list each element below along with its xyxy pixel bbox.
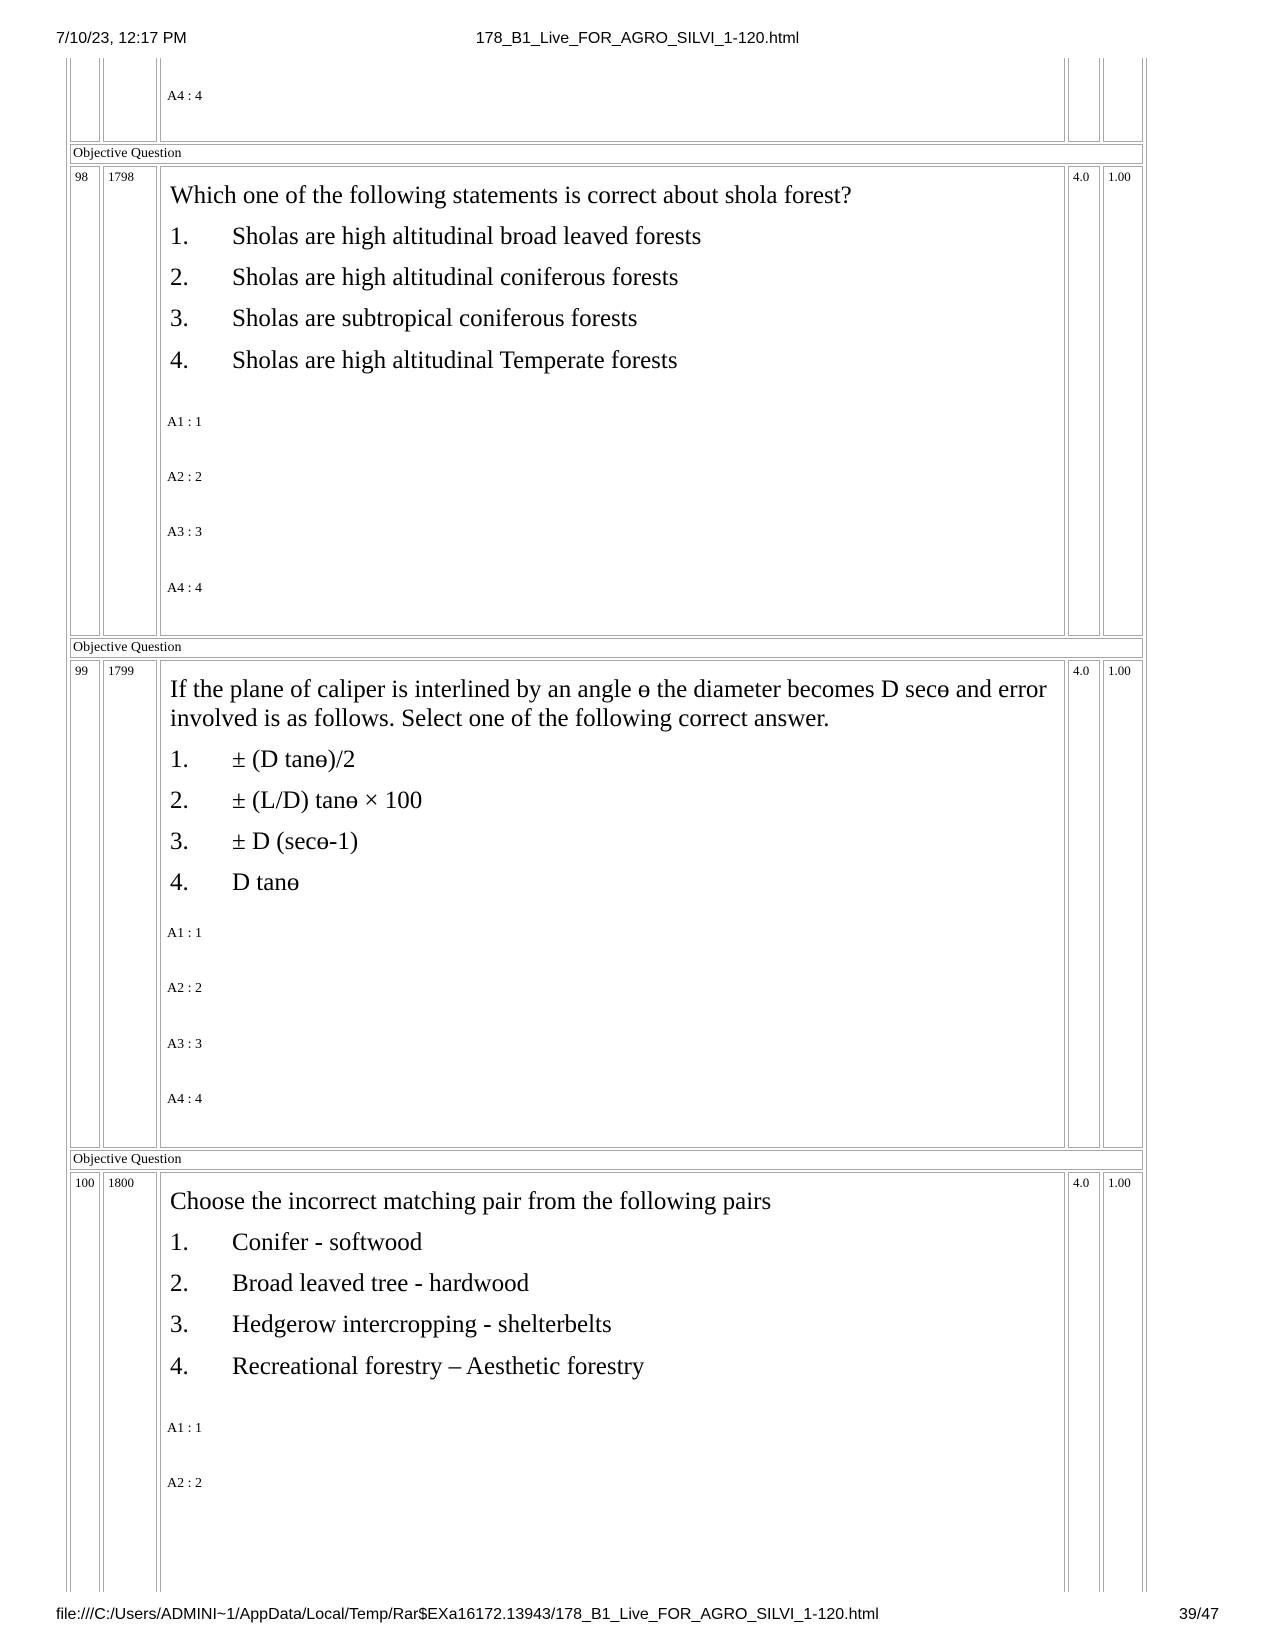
content-cell — [160, 1172, 1065, 1592]
question-98 — [70, 144, 1204, 638]
negative-cell: 1.00 — [1103, 166, 1143, 636]
option-number: 2. — [170, 264, 189, 291]
content-cell — [160, 58, 1065, 142]
outer-border-left — [66, 58, 67, 1592]
qid-cell: 1799 — [103, 660, 157, 1148]
print-datetime: 7/10/23, 12:17 PM — [56, 30, 187, 47]
option-text: Sholas are high altitudinal broad leaved forests — [232, 223, 702, 250]
question-text: Choose the incorrect matching pair from the following pairs — [170, 1188, 772, 1215]
option-number: 1. — [170, 746, 189, 773]
question-type-label: Objective Question — [70, 144, 1143, 164]
option-number: 2. — [170, 787, 189, 814]
option-text: Hedgerow intercropping - shelterbelts — [232, 1311, 612, 1338]
option-4 — [170, 1352, 644, 1381]
sno-cell: 99 — [70, 660, 100, 1148]
option-text: Sholas are high altitudinal coniferous forests — [232, 264, 679, 291]
content-cell — [160, 166, 1065, 636]
answer-label: A3 : 3 — [167, 1037, 202, 1052]
option-4 — [170, 868, 299, 897]
option-4 — [170, 346, 678, 375]
option-number: 4. — [170, 1353, 189, 1380]
outer-border-right — [1146, 58, 1147, 1592]
question-type-label: Objective Question — [70, 1150, 1143, 1170]
option-text: ± (D tanɵ)/2 — [232, 746, 356, 773]
option-2 — [170, 263, 678, 292]
option-number: 2. — [170, 1270, 189, 1297]
option-text: Broad leaved tree - hardwood — [232, 1270, 530, 1297]
marks-cell: 4.0 — [1068, 1172, 1100, 1592]
print-page-number: 39/47 — [1178, 1606, 1219, 1623]
option-number: 3. — [170, 1311, 189, 1338]
option-3 — [170, 304, 637, 333]
answer-label: A1 : 1 — [167, 415, 202, 430]
option-text: Sholas are high altitudinal Temperate forests — [232, 347, 678, 374]
sno-cell: 100 — [70, 1172, 100, 1592]
print-title: 178_B1_Live_FOR_AGRO_SILVI_1-120.html — [475, 30, 800, 47]
option-number: 1. — [170, 1229, 189, 1256]
option-number: 3. — [170, 828, 189, 855]
question-text: If the plane of caliper is interlined by an angle ɵ the diameter becomes D secɵ and error involved is as follows. Select one of the following correct answer. — [170, 676, 1047, 732]
sno-cell: 98 — [70, 166, 100, 636]
negative-cell: 1.00 — [1103, 660, 1143, 1148]
previous-question-tail — [70, 58, 1204, 142]
answer-label: A2 : 2 — [167, 981, 202, 996]
answer-label: A4 : 4 — [167, 581, 202, 596]
option-text: D tanɵ — [232, 869, 300, 896]
answer-label: A1 : 1 — [167, 926, 202, 941]
qid-cell: 1800 — [103, 1172, 157, 1592]
option-1 — [170, 745, 355, 774]
option-text: Sholas are subtropical coniferous forests — [232, 305, 638, 332]
option-text: Recreational forestry – Aesthetic forestry — [232, 1353, 645, 1380]
option-text: ± (L/D) tanɵ × 100 — [232, 787, 423, 814]
answer-label: A4 : 4 — [167, 89, 202, 104]
content-cell — [160, 660, 1065, 1148]
marks-cell: 4.0 — [1068, 660, 1100, 1148]
answer-label: A4 : 4 — [167, 1092, 202, 1107]
option-3 — [170, 827, 358, 856]
marks-cell — [1068, 58, 1100, 142]
option-2 — [170, 786, 422, 815]
qid-cell — [103, 58, 157, 142]
qid-cell: 1798 — [103, 166, 157, 636]
negative-cell — [1103, 58, 1143, 142]
negative-cell: 1.00 — [1103, 1172, 1143, 1592]
answer-label: A3 : 3 — [167, 525, 202, 540]
marks-cell: 4.0 — [1068, 166, 1100, 636]
question-type-label: Objective Question — [70, 638, 1143, 658]
option-number: 3. — [170, 305, 189, 332]
option-number: 1. — [170, 223, 189, 250]
print-file-path: file:///C:/Users/ADMINI~1/AppData/Local/Temp/Rar$EXa16172.13943/178_B1_Live_FOR_AGRO_SILVI_1-120.html — [56, 1606, 879, 1623]
answer-label: A1 : 1 — [167, 1421, 202, 1436]
question-text: Which one of the following statements is correct about shola forest? — [170, 182, 852, 209]
question-99 — [70, 638, 1204, 1150]
sno-cell — [70, 58, 100, 142]
answer-label: A2 : 2 — [167, 470, 202, 485]
option-2 — [170, 1269, 529, 1298]
answer-label: A2 : 2 — [167, 1476, 202, 1491]
option-text: Conifer - softwood — [232, 1229, 423, 1256]
option-number: 4. — [170, 347, 189, 374]
option-text: ± D (secɵ-1) — [232, 828, 359, 855]
option-number: 4. — [170, 869, 189, 896]
question-100 — [70, 1150, 1204, 1650]
option-1 — [170, 1228, 422, 1257]
option-3 — [170, 1310, 612, 1339]
option-1 — [170, 222, 701, 251]
